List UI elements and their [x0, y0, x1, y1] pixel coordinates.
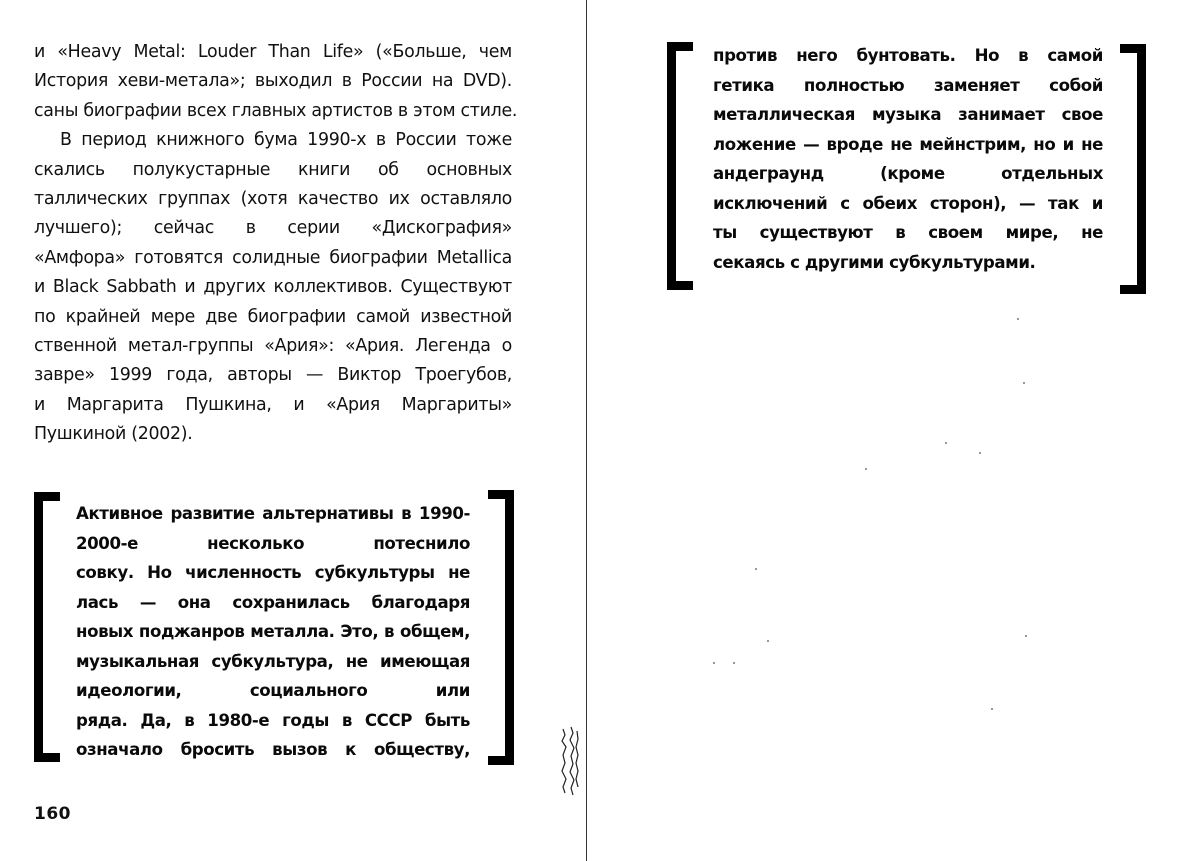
- quote-line: означало бросить вызов к обществу,: [76, 740, 470, 759]
- spine-scribble: [559, 725, 581, 797]
- quote-open-bracket: [667, 42, 693, 290]
- body-line: История хеви-метала»; выходил в России на DVD).: [34, 71, 512, 92]
- scan-speck: [713, 662, 715, 664]
- scan-speck: [767, 640, 769, 642]
- quote-line: Активное развитие альтернативы в 1990-: [76, 504, 470, 523]
- quote-line: совку. Но численность субкультуры не: [76, 563, 470, 582]
- scan-speck: [945, 442, 947, 444]
- scan-speck: [979, 452, 981, 454]
- body-line: лучшего); сейчас в серии «Дискография»: [34, 218, 512, 239]
- body-line: таллических группах (хотя качество их оставляло: [34, 188, 512, 209]
- body-line: саны биографии всех главных артистов в этом стиле.: [34, 100, 518, 121]
- body-line: по крайней мере две биографии самой известной: [34, 306, 512, 327]
- body-line: и Маргарита Пушкина, и «Ария Маргариты»: [34, 394, 512, 415]
- quote-line: лась — она сохранилась благодаря: [76, 592, 470, 612]
- body-line: скались полукустарные книги об основных: [34, 159, 512, 180]
- quote-line: андеграунд (кроме отдельных: [713, 164, 1103, 183]
- body-line: завре» 1999 года, авторы — Виктор Троегубов,: [34, 365, 512, 386]
- body-line: В период книжного бума 1990-х в России тоже: [60, 130, 512, 151]
- body-line: ственной метал-группы «Ария»: «Ария. Легенда о: [34, 335, 512, 356]
- page-number: 160: [34, 804, 71, 824]
- quote-line: ложение — вроде не мейнстрим, но и не: [713, 134, 1103, 154]
- quote-line: идеологии, социального или: [76, 681, 470, 700]
- scan-speck: [755, 568, 757, 570]
- body-text: [34, 38, 518, 450]
- scan-speck: [1023, 382, 1025, 384]
- quote-close-bracket: [488, 490, 514, 765]
- scan-speck: [865, 468, 867, 470]
- quote-line: исключений с обеих сторон), — так и: [713, 193, 1103, 213]
- quote-line: против него бунтовать. Но в самой: [713, 46, 1103, 65]
- right-page: [587, 0, 1193, 861]
- scan-speck: [991, 708, 993, 710]
- quote-line: новых поджанров металла. Это, в общем,: [76, 622, 470, 641]
- quote-line: 2000-е несколько потеснило: [76, 533, 470, 553]
- body-line: и «Heavy Metal: Louder Than Life» («Больше, чем: [34, 42, 512, 62]
- body-line: «Амфора» готовятся солидные биографии Metallica: [34, 247, 512, 268]
- body-line: и Black Sabbath и других коллективов. Существуют: [34, 277, 512, 298]
- quote-open-bracket: [34, 492, 60, 762]
- quote-line: гетика полностью заменяет собой: [713, 75, 1103, 95]
- scan-speck: [1025, 635, 1027, 637]
- scan-speck: [1017, 318, 1019, 320]
- left-page: [0, 0, 586, 861]
- pull-quote: [713, 41, 1103, 277]
- scan-speck: [733, 662, 735, 664]
- pull-quote: [76, 499, 470, 765]
- quote-line: ты существуют в своем мире, не: [713, 223, 1103, 242]
- quote-line: секаясь с другими субкультурами.: [713, 252, 1036, 272]
- quote-line: ряда. Да, в 1980-е годы в СССР быть: [76, 710, 470, 730]
- quote-close-bracket: [1120, 44, 1146, 294]
- body-line: Пушкиной (2002).: [34, 424, 193, 445]
- quote-line: металлическая музыка занимает свое: [713, 105, 1103, 124]
- quote-line: музыкальная субкультура, не имеющая: [76, 651, 470, 671]
